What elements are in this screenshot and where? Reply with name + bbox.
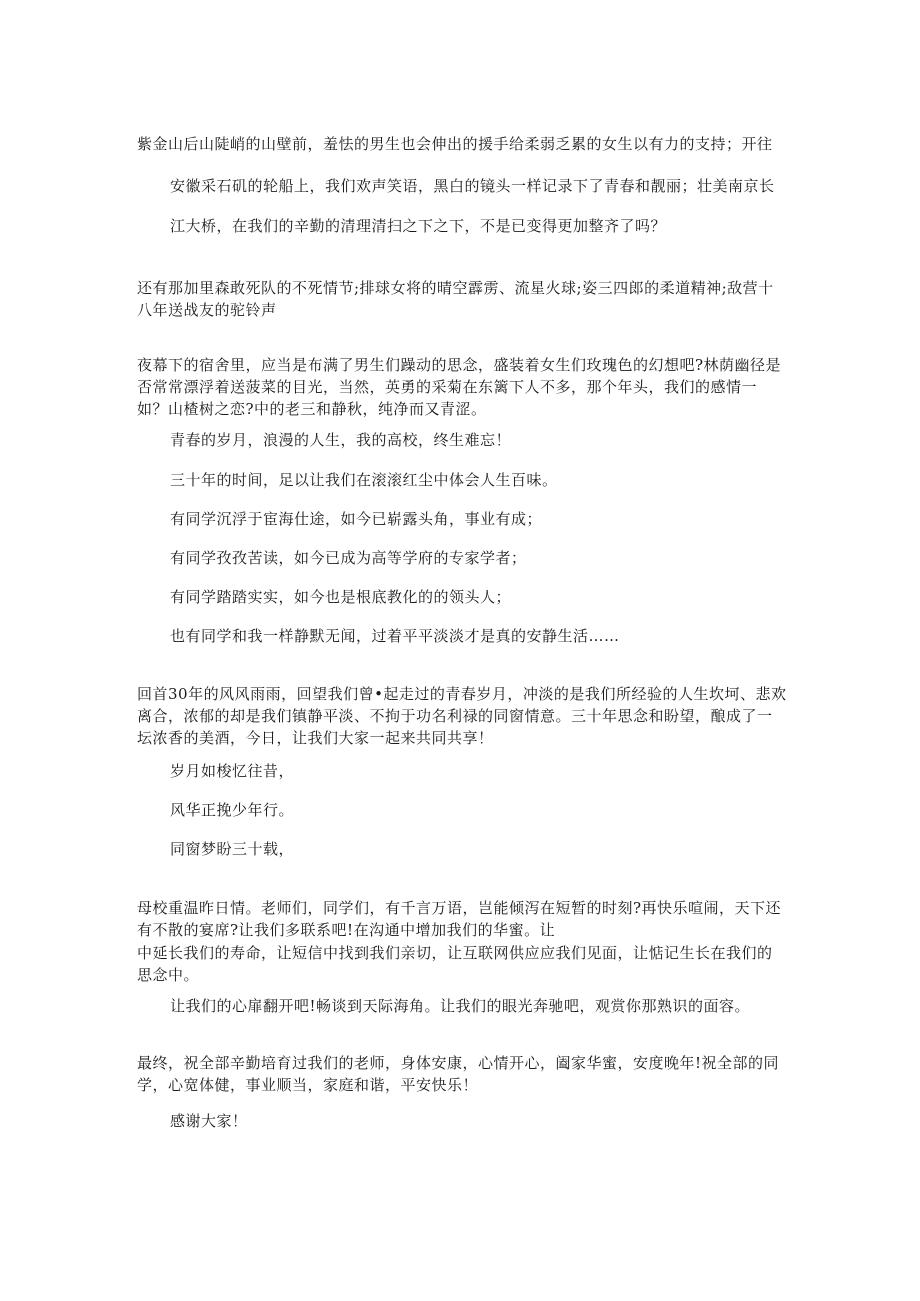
paragraph-line: 岁月如梭忆往昔， <box>170 762 295 780</box>
paragraph-line: 紫金山后山陡峭的山壁前，羞怯的男生也会伸出的援手给柔弱乏累的女生以有力的支持；开往 <box>137 135 773 153</box>
paragraph: 中延长我们的寿命，让短信中找到我们亲切，让互联网供应应我们见面，让惦记生长在我们的思念中。 <box>137 944 773 984</box>
paragraph-line: 同窗梦盼三十载， <box>170 840 295 858</box>
paragraph-line: 青春的岁月，浪漫的人生，我的高校，终生难忘！ <box>170 431 512 449</box>
paragraph-line: 感谢大家！ <box>170 1112 248 1130</box>
paragraph-line: 风华正挽少年行。 <box>170 801 295 819</box>
paragraph-line: 也有同学和我一样静默无闻，过着平平淡淡才是真的安静生活…… <box>170 627 620 645</box>
paragraph-line: 江大桥，在我们的辛勤的清理清扫之下之下，不是已变得更加整齐了吗？ <box>170 217 667 235</box>
paragraph: 最终，祝全部辛勤培育过我们的老师，身体安康，心情开心，阖家华蜜，安度晚年!祝全部的同学，心宽体健，事业顺当，家庭和谐，平安快乐！ <box>137 1054 780 1094</box>
paragraph: 回首30年的风风雨雨，回望我们曾•起走过的青春岁月，冲淡的是我们所经验的人生坎坷、悲欢离合，浓郁的却是我们镇静平淡、不拘于功名利禄的同窗情意。三十年思念和盼望，酿成了一坛浓香的美酒，今日，让我们大家一起来共同共享！ <box>137 685 787 747</box>
paragraph: 还有那加里森敢死队的不死情节;排球女将的晴空霹雳、流星火球;姿三四郎的柔道精神;敌营十八年送战友的驼铃声 <box>137 279 774 319</box>
paragraph-line: 有同学踏踏实实，如今也是根底教化的的领头人； <box>170 588 512 606</box>
paragraph-line: 三十年的时间，足以让我们在滚滚红尘中体会人生百味。 <box>170 471 558 489</box>
paragraph: 夜幕下的宿舍里，应当是布满了男生们躁动的思念，盛装着女生们玫瑰色的幻想吧?林荫幽径是否常常漂浮着送菠菜的目光，当然，英勇的采菊在东篱下人不多，那个年头，我们的感情一如？山楂树之恋?中的老三和静秋，纯净而又青涩。 <box>137 356 782 418</box>
paragraph-line: 有同学沉浮于宦海仕途，如今已崭露头角，事业有成； <box>170 510 543 528</box>
paragraph: 母校重温昨日情。老师们，同学们，有千言万语，岂能倾泻在短暂的时刻?再快乐喧闹，天下还有不散的宴席?让我们多联系吧!在沟通中增加我们的华蜜。让 <box>137 899 782 939</box>
paragraph-line: 让我们的心扉翻开吧!畅谈到天际海角。让我们的眼光奔驰吧，观赏你那熟识的面容。 <box>170 997 751 1015</box>
paragraph-line: 安徽采石矶的轮船上，我们欢声笑语，黑白的镜头一样记录下了青春和靓丽；壮美南京长 <box>170 177 775 195</box>
paragraph-line: 有同学孜孜苦读，如今已成为高等学府的专家学者； <box>170 549 527 567</box>
